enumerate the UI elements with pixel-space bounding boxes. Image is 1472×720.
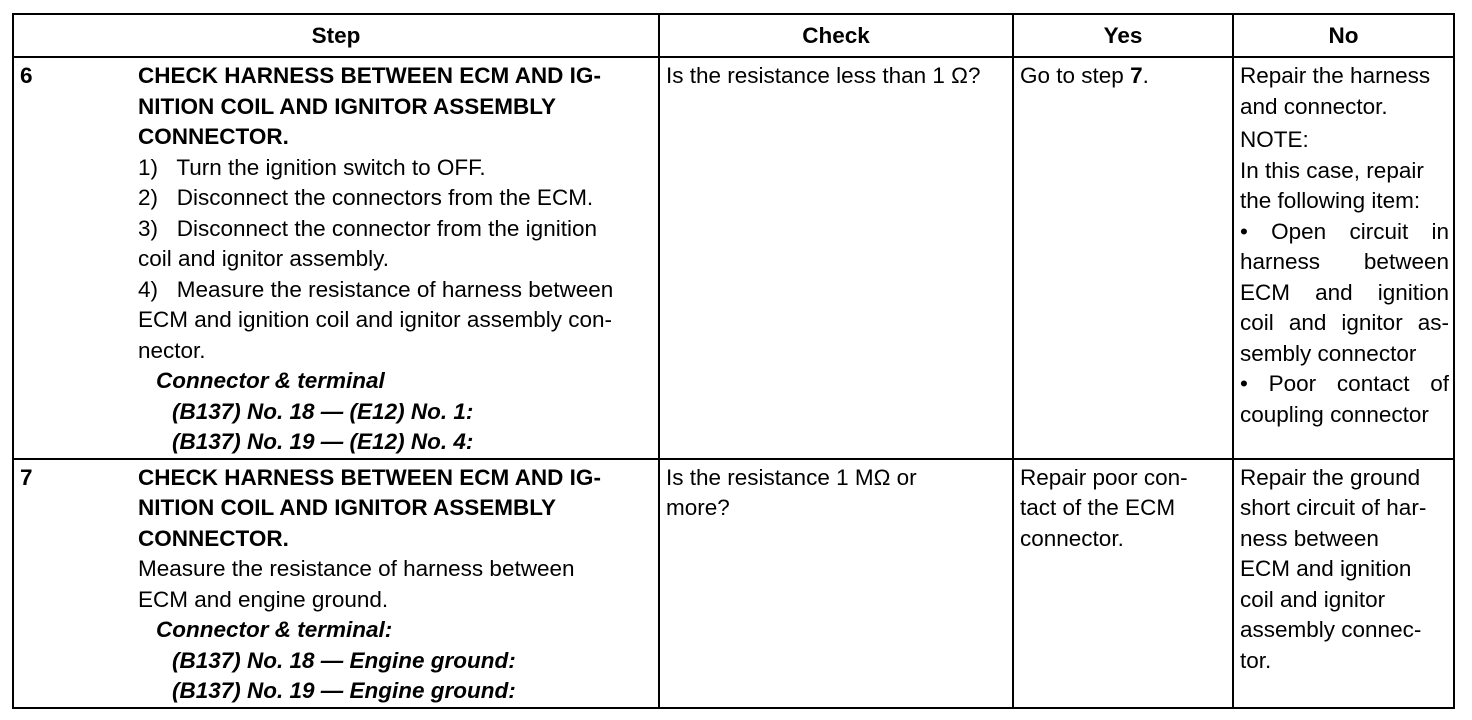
yes-line: tact of the ECM bbox=[1020, 495, 1176, 520]
step-title bbox=[138, 463, 652, 555]
no-line: ECM and ignition bbox=[1240, 279, 1449, 305]
yes-text bbox=[1014, 460, 1232, 561]
no-cell bbox=[1233, 459, 1454, 708]
yes-step-link: 7 bbox=[1130, 63, 1143, 88]
table-row-step-7 bbox=[13, 459, 1454, 708]
no-line: Repair the ground bbox=[1240, 464, 1421, 490]
header-step: Step bbox=[13, 14, 659, 57]
yes-text bbox=[1014, 58, 1232, 98]
instruction-line: coil and ignitor assembly. bbox=[138, 246, 389, 271]
no-line: tor. bbox=[1240, 647, 1272, 673]
note-label: NOTE: bbox=[1240, 127, 1309, 152]
connector-terminal: (B137) No. 18 — (E12) No. 1: bbox=[172, 398, 474, 424]
no-line: coil and ignitor bbox=[1240, 586, 1386, 612]
instruction-line: 1) Turn the ignition switch to OFF. bbox=[138, 154, 486, 180]
step-title-line: CHECK HARNESS BETWEEN ECM AND IG- bbox=[138, 464, 601, 490]
no-text bbox=[1234, 460, 1453, 683]
check-cell bbox=[659, 57, 1013, 459]
connector-terminal: (B137) No. 19 — (E12) No. 4: bbox=[172, 429, 474, 454]
yes-line: connector. bbox=[1020, 525, 1124, 551]
no-line: In this case, repair bbox=[1240, 157, 1424, 183]
step-title-line: CONNECTOR. bbox=[138, 124, 289, 149]
instruction-line: ECM and ignition coil and ignitor assembly con- bbox=[138, 307, 612, 332]
check-cell bbox=[659, 459, 1013, 708]
no-line: assembly connec- bbox=[1240, 617, 1422, 642]
header-no: No bbox=[1233, 14, 1454, 57]
no-line: ECM and ignition bbox=[1240, 556, 1412, 581]
instruction-line: nector. bbox=[138, 337, 206, 363]
no-text bbox=[1234, 58, 1453, 436]
instruction-line: Measure the resistance of harness between bbox=[138, 556, 575, 581]
step-number: 7 bbox=[20, 464, 33, 490]
no-line: sembly connector bbox=[1240, 340, 1417, 366]
yes-suffix: . bbox=[1142, 63, 1149, 88]
step-cell bbox=[13, 57, 659, 459]
connector-label: Connector & terminal: bbox=[156, 617, 393, 642]
connector-terminal: (B137) No. 18 — Engine ground: bbox=[172, 647, 516, 673]
no-line: • Poor contact of bbox=[1240, 371, 1449, 396]
table-row-step-6 bbox=[13, 57, 1454, 459]
no-line: short circuit of har- bbox=[1240, 495, 1427, 520]
no-line: Repair the harness bbox=[1240, 63, 1431, 88]
connector-terminal: (B137) No. 19 — Engine ground: bbox=[172, 678, 516, 703]
no-line: ness between bbox=[1240, 525, 1379, 551]
no-line: coil and ignitor as- bbox=[1240, 310, 1449, 335]
no-line: coupling connector bbox=[1240, 401, 1429, 427]
step-number: 6 bbox=[20, 63, 33, 88]
step-title-line: NITION COIL AND IGNITOR ASSEMBLY bbox=[138, 93, 556, 119]
no-line: the following item: bbox=[1240, 188, 1421, 213]
check-line: Is the resistance 1 MΩ or bbox=[666, 464, 917, 490]
yes-prefix: Go to step bbox=[1020, 63, 1131, 88]
step-title bbox=[138, 61, 652, 153]
diagnostic-table bbox=[12, 13, 1455, 709]
step-title-line: NITION COIL AND IGNITOR ASSEMBLY bbox=[138, 495, 556, 520]
yes-line: Repair poor con- bbox=[1020, 464, 1188, 490]
instruction-line: 4) Measure the resistance of harness between bbox=[138, 276, 614, 302]
instruction-line: 2) Disconnect the connectors from the ECM. bbox=[138, 185, 594, 210]
check-text bbox=[660, 460, 1012, 530]
yes-cell bbox=[1013, 459, 1233, 708]
header-check: Check bbox=[659, 14, 1013, 57]
no-line: and connector. bbox=[1240, 93, 1388, 119]
yes-cell bbox=[1013, 57, 1233, 459]
no-line: • Open circuit in bbox=[1240, 218, 1449, 244]
check-text: Is the resistance less than 1 Ω? bbox=[666, 63, 981, 88]
step-title-line: CONNECTOR. bbox=[138, 525, 289, 551]
step-title-line: CHECK HARNESS BETWEEN ECM AND IG- bbox=[138, 63, 601, 88]
connector-label: Connector & terminal bbox=[156, 368, 385, 393]
step-cell bbox=[13, 459, 659, 708]
no-line: harness between bbox=[1240, 249, 1449, 274]
step-body bbox=[138, 460, 658, 707]
instruction-line: ECM and engine ground. bbox=[138, 586, 389, 612]
no-cell bbox=[1233, 57, 1454, 459]
check-line: more? bbox=[666, 495, 730, 520]
table-header-row bbox=[13, 14, 1454, 57]
step-body bbox=[138, 58, 658, 458]
instruction-line: 3) Disconnect the connector from the ignition bbox=[138, 215, 597, 241]
header-yes: Yes bbox=[1013, 14, 1233, 57]
